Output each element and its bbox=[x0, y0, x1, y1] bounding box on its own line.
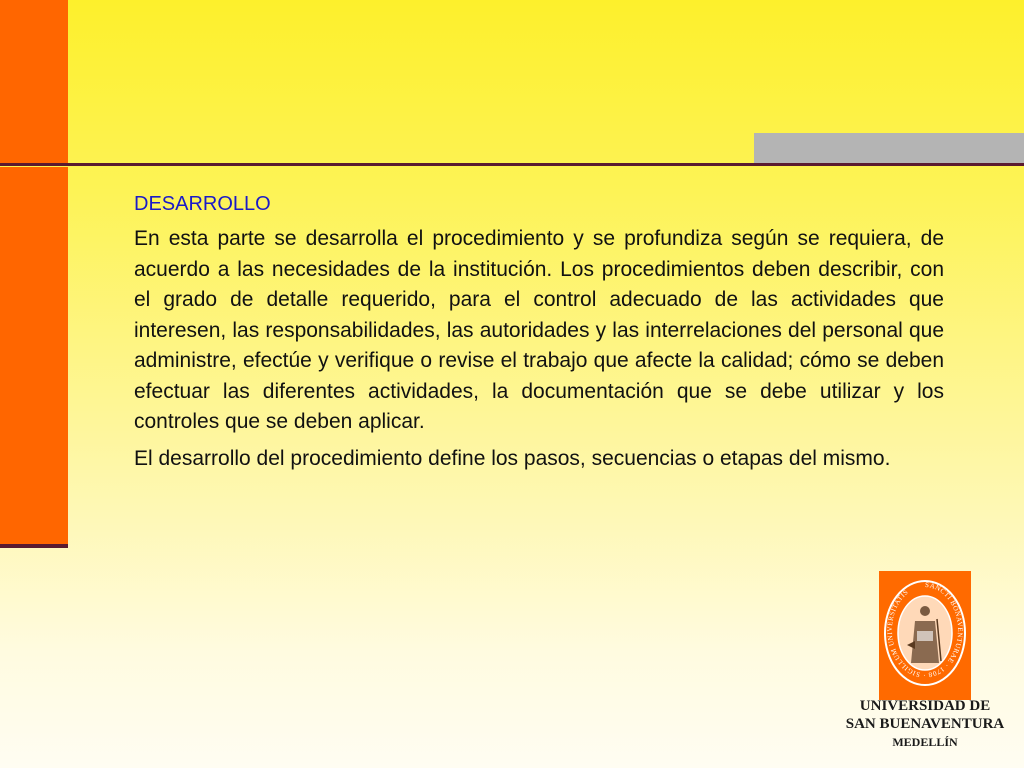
seal-icon bbox=[879, 571, 971, 700]
university-seal-logo bbox=[879, 571, 971, 700]
slide-heading: DESARROLLO bbox=[134, 193, 271, 215]
university-name-line2: SAN BUENAVENTURA bbox=[845, 716, 1005, 732]
gray-accent-block bbox=[754, 133, 1024, 163]
slide-content bbox=[134, 190, 944, 480]
orange-sidebar-top bbox=[0, 0, 68, 165]
university-name-line1: UNIVERSIDAD DE bbox=[859, 698, 991, 714]
paragraph-2: El desarrollo del procedimiento define los pasos, secuencias o etapas del mismo. bbox=[134, 446, 891, 470]
university-name bbox=[830, 697, 1020, 751]
seal-text: SANCTI BONAVENTURAE · 1708 · SIGILLUM UNIVERSITATIS bbox=[885, 580, 964, 680]
orange-sidebar-bottom bbox=[0, 167, 68, 545]
header-divider-line bbox=[0, 163, 1024, 166]
sidebar-divider-line bbox=[0, 544, 68, 548]
university-name-line3: MEDELLÍN bbox=[892, 735, 958, 749]
paragraph-1: En esta parte se desarrolla el procedimiento y se profundiza según se requiera, de acuerdo a las necesidades de la institución. Los procedimientos deben describir, con el grado de detalle requerido, para el control adecuado de las actividades que interesen, las responsabilidades, las autoridades y las interrelaciones del personal que administre, efectúe y verifique o revise el trabajo que afecte la calidad; cómo se deben efectuar las diferentes actividades, la documentación que se debe utilizar y los controles que se deben aplicar. bbox=[134, 227, 944, 433]
